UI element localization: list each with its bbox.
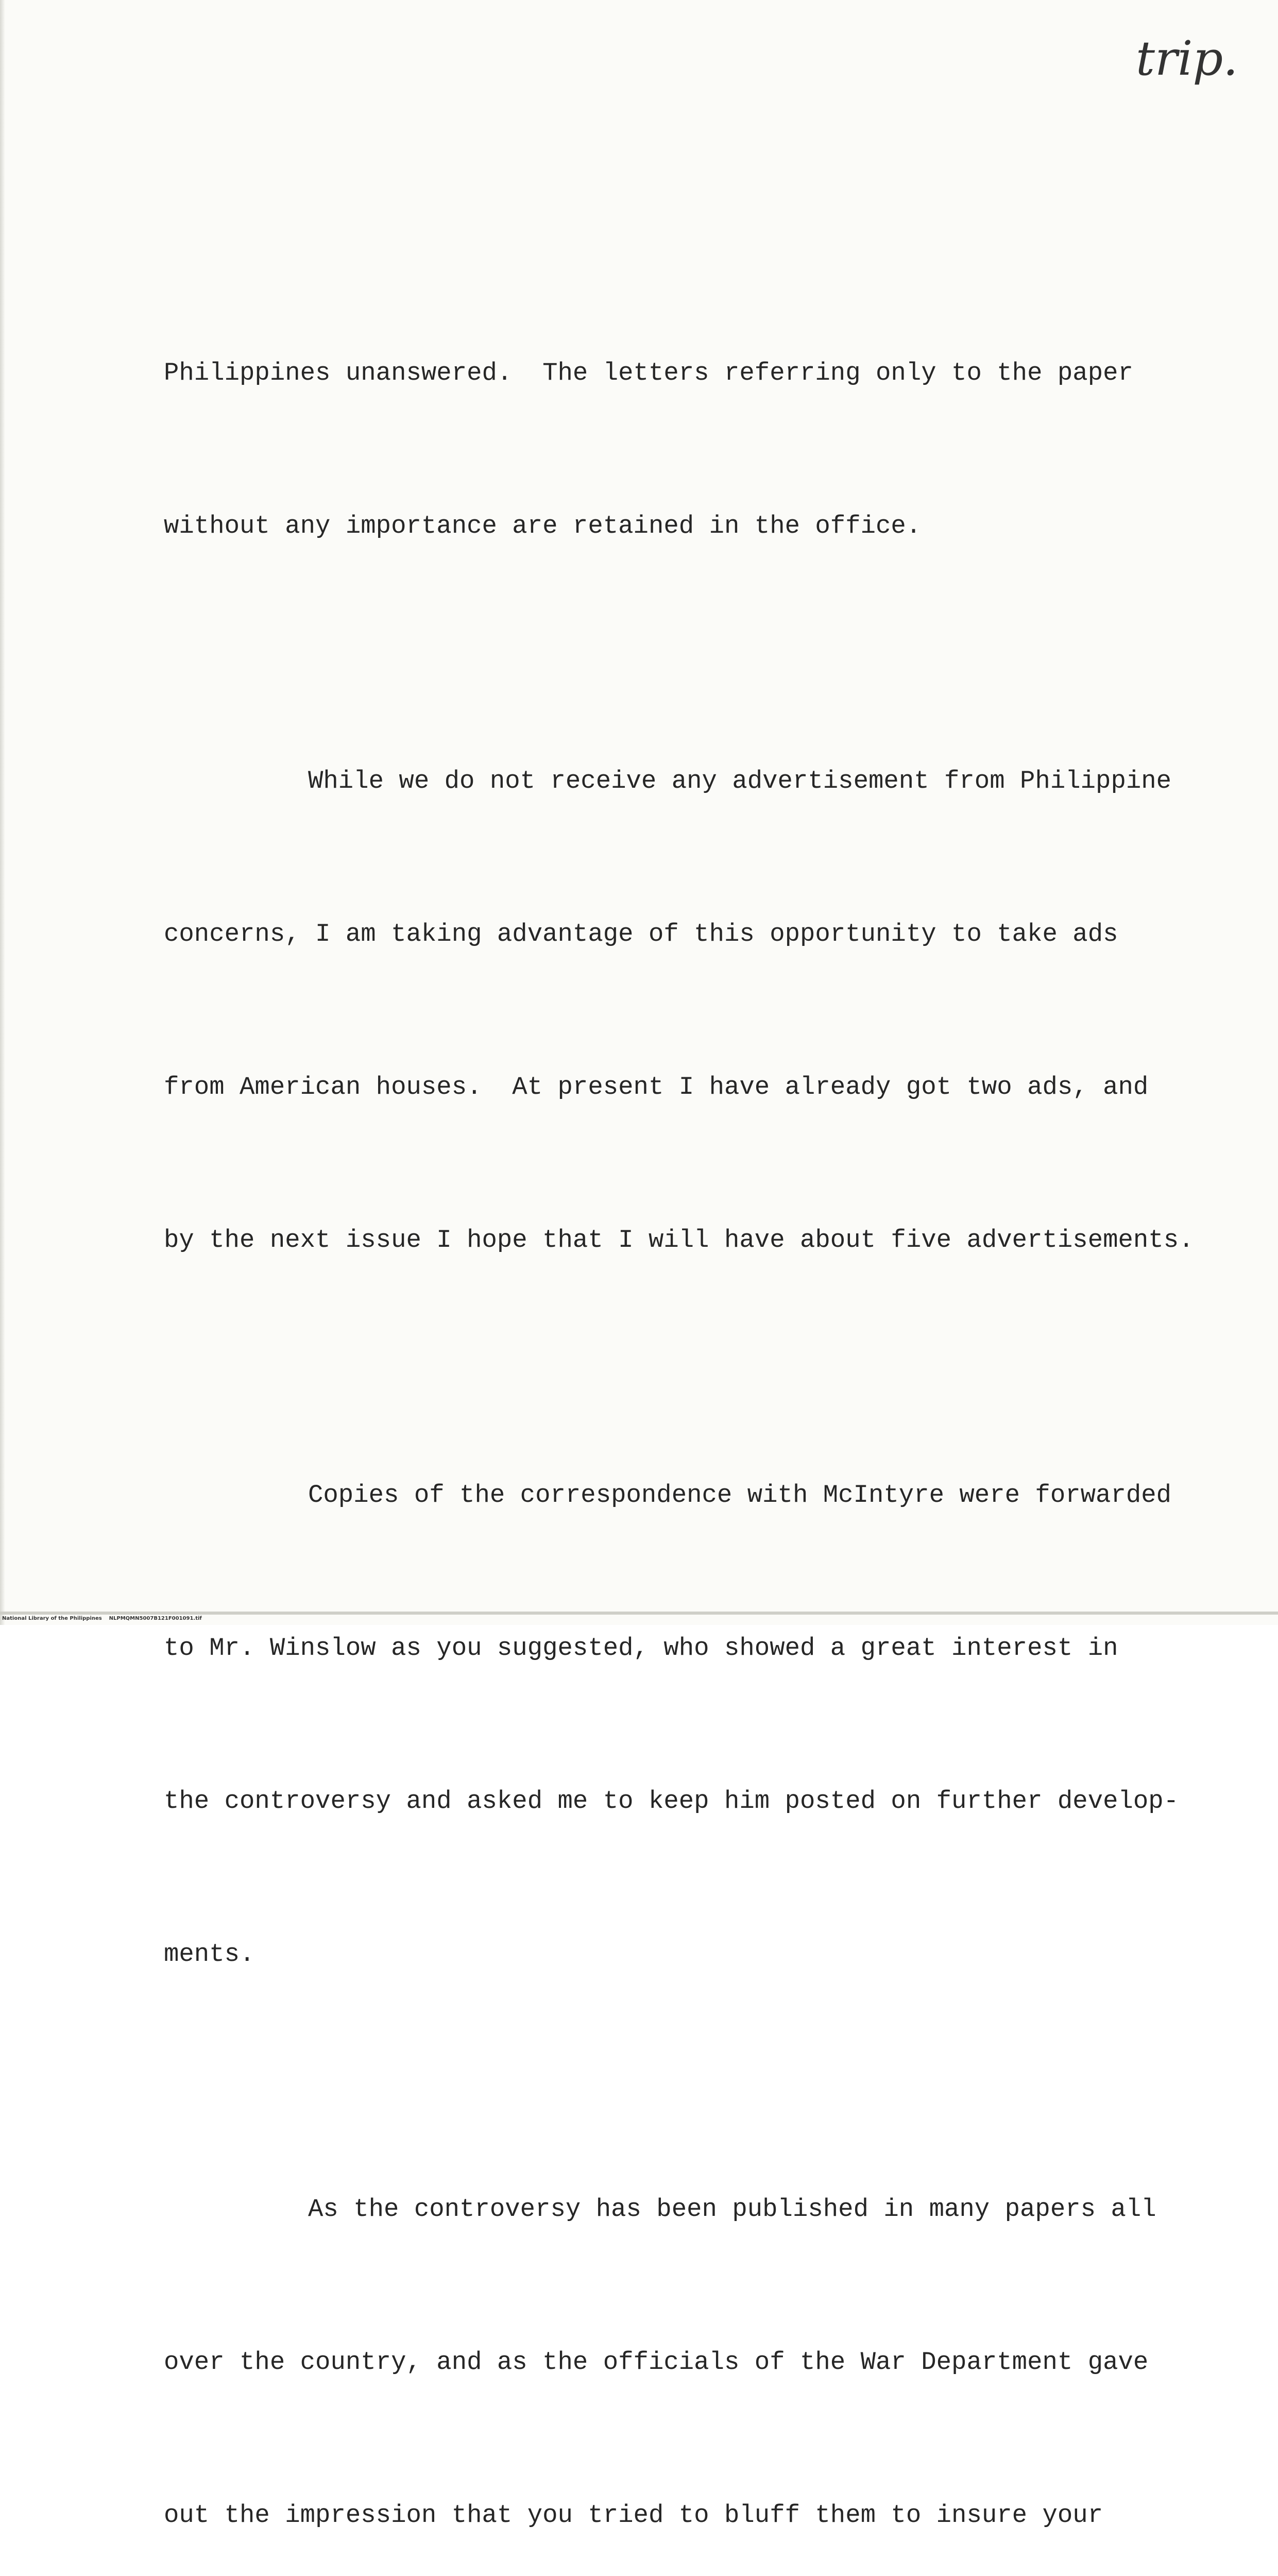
text-line: While we do not receive any advertisement from Philippine [308, 767, 1172, 795]
text-line: from American houses. At present I have already got two ads, and [164, 1073, 1149, 1101]
handwritten-note: trip. [1136, 31, 1238, 86]
text-line: Copies of the correspondence with McIntyre were forwarded [308, 1481, 1172, 1510]
text-line: ments. [164, 1940, 255, 1969]
scan-bottom-edge [0, 1612, 1278, 1615]
scan-footer-caption: National Library of the Philippines NLPMQMN5007B121F001091.tif [2, 1616, 202, 1621]
text-line: As the controversy has been published in many papers all [308, 2195, 1156, 2224]
text-line: over the country, and as the officials of the War Department gave [164, 2348, 1149, 2377]
text-line: the controversy and asked me to keep him posted on further develop- [164, 1787, 1179, 1816]
letter-body [164, 195, 1276, 2576]
text-line: by the next issue I hope that I will have about five advertisements. [164, 1226, 1194, 1255]
text-line: concerns, I am taking advantage of this opportunity to take ads [164, 920, 1118, 948]
text-line: out the impression that you tried to bluff them to insure your [164, 2501, 1103, 2530]
text-line: without any importance are retained in the office. [164, 512, 922, 540]
scan-left-edge [0, 0, 5, 1625]
text-line: to Mr. Winslow as you suggested, who showed a great interest in [164, 1634, 1118, 1663]
text-line: Philippines unanswered. The letters referring only to the paper [164, 359, 1133, 387]
